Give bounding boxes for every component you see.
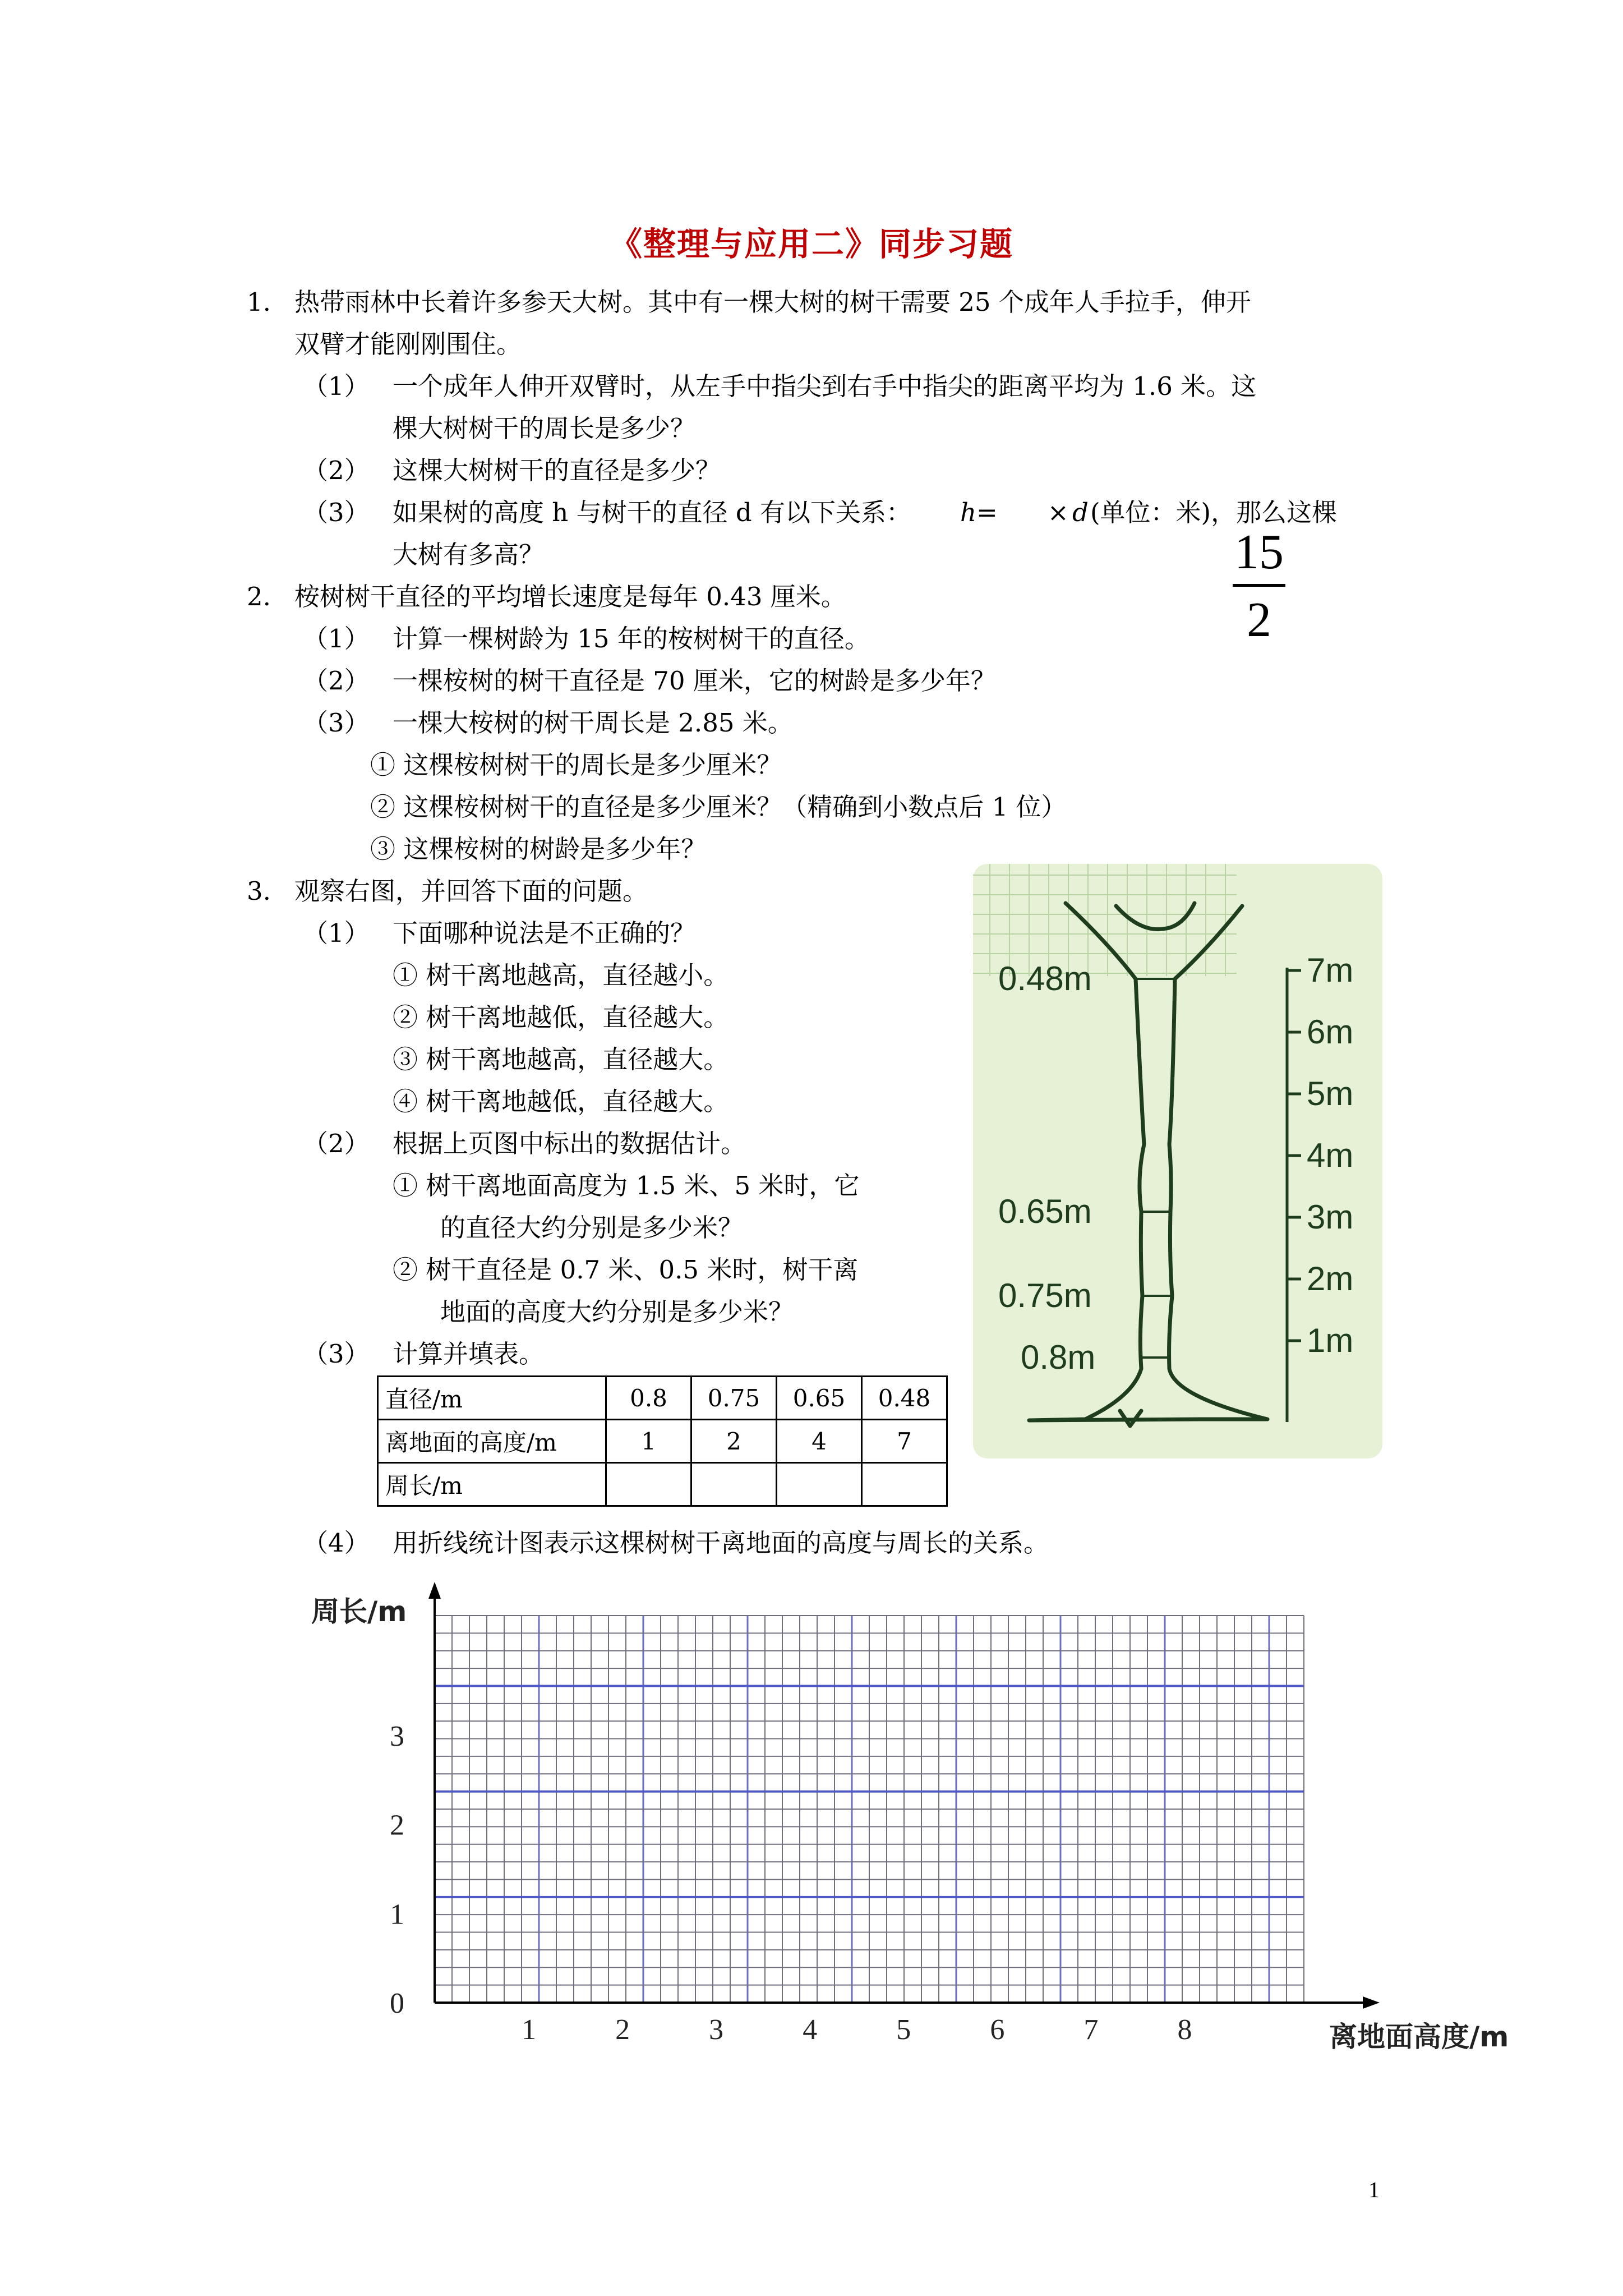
y-tick-label: 2 bbox=[390, 1809, 404, 1842]
q3-option-1: ① 树干离地越高，直径越小。 bbox=[393, 960, 729, 990]
table-cell: 0.75 bbox=[691, 1377, 777, 1420]
table-cell: 0.48 bbox=[862, 1377, 947, 1420]
table-cell: 4 bbox=[777, 1420, 862, 1463]
q3-estimate-1-line2: 的直径大约分别是多少米？ bbox=[440, 1213, 744, 1243]
q2-sub1-text: 计算一棵树龄为 15 年的桉树树干的直径。 bbox=[393, 624, 870, 654]
blank-line-chart bbox=[294, 1576, 1509, 2070]
scale-label: 5m bbox=[1307, 1075, 1354, 1112]
fraction-15-over-2 bbox=[1228, 524, 1290, 648]
q1-formula-d: d bbox=[1072, 498, 1089, 527]
table-cell-empty[interactable] bbox=[606, 1463, 691, 1506]
q3-estimate-1-line1: ① 树干离地面高度为 1.5 米、5 米时，它 bbox=[393, 1171, 860, 1200]
q2-sub2-number: （2） bbox=[303, 666, 370, 696]
x-tick-label: 8 bbox=[1177, 2014, 1192, 2046]
q3-option-2: ② 树干离地越低，直径越大。 bbox=[393, 1002, 729, 1032]
x-axis-arrow bbox=[1363, 1996, 1380, 2009]
q2-stem: 桉树树干直径的平均增长速度是每年 0.43 厘米。 bbox=[294, 582, 846, 611]
q2-item-3: ③ 这棵桉树的树龄是多少年？ bbox=[370, 834, 707, 864]
diameter-label: 0.75m bbox=[998, 1277, 1092, 1314]
scale-label: 7m bbox=[1307, 951, 1354, 989]
y-tick-label: 1 bbox=[390, 1898, 404, 1931]
q3-sub3-number: （3） bbox=[303, 1339, 370, 1369]
x-tick-label: 3 bbox=[709, 2014, 724, 2046]
q1-sub3-line1-pre: 如果树的高度 h 与树干的直径 d 有以下关系： bbox=[393, 498, 912, 527]
q1-sub3-line1-post: (单位：米)，那么这棵 bbox=[1090, 498, 1338, 527]
table-row bbox=[378, 1377, 947, 1420]
fraction-bar bbox=[1233, 584, 1285, 587]
x-axis-title: 离地面高度/m bbox=[1329, 2021, 1509, 2053]
scale-label: 4m bbox=[1307, 1137, 1354, 1174]
q2-sub3-text: 一棵大桉树的树干周长是 2.85 米。 bbox=[393, 708, 793, 738]
q1-sub1-line1: 一个成年人伸开双臂时，从左手中指尖到右手中指尖的距离平均为 1.6 米。这 bbox=[393, 371, 1257, 401]
scale-label: 2m bbox=[1307, 1260, 1354, 1297]
page-number: 1 bbox=[1368, 2177, 1380, 2202]
diameter-label: 0.65m bbox=[998, 1193, 1092, 1230]
q3-stem: 观察右图，并回答下面的问题。 bbox=[294, 876, 648, 906]
q1-formula-h: h= bbox=[960, 498, 998, 527]
x-tick-label: 1 bbox=[522, 2014, 537, 2046]
table-row bbox=[378, 1463, 947, 1506]
y-axis-arrow bbox=[428, 1582, 441, 1599]
fraction-numerator: 15 bbox=[1234, 525, 1284, 579]
q3-sub1-text: 下面哪种说法是不正确的？ bbox=[393, 918, 696, 948]
q2-item-1: ① 这棵桉树树干的周长是多少厘米？ bbox=[370, 750, 782, 780]
q3-option-3: ③ 树干离地越高，直径越大。 bbox=[393, 1045, 729, 1074]
table-cell-empty[interactable] bbox=[777, 1463, 862, 1506]
tree-drawing bbox=[973, 864, 1382, 1458]
y-tick-label: 0 bbox=[390, 1987, 404, 2019]
table-row-header: 周长/m bbox=[378, 1463, 606, 1506]
height-scale bbox=[1287, 968, 1301, 1422]
q2-sub1-number: （1） bbox=[303, 624, 370, 654]
fraction-denominator: 2 bbox=[1247, 593, 1271, 647]
table-cell: 0.65 bbox=[777, 1377, 862, 1420]
q3-sub2-number: （2） bbox=[303, 1129, 370, 1158]
q2-number: 2. bbox=[247, 582, 271, 611]
table-row-header: 直径/m bbox=[378, 1377, 606, 1420]
diameter-label: 0.48m bbox=[998, 960, 1092, 997]
x-tick-label: 4 bbox=[803, 2014, 818, 2046]
diameter-label: 0.8m bbox=[1021, 1338, 1096, 1376]
q3-sub3-text: 计算并填表。 bbox=[393, 1339, 545, 1369]
q3-number: 3. bbox=[247, 876, 271, 906]
q3-sub4-text: 用折线统计图表示这棵树树干离地面的高度与周长的关系。 bbox=[393, 1528, 1049, 1558]
table-cell: 2 bbox=[691, 1420, 777, 1463]
table-cell: 7 bbox=[862, 1420, 947, 1463]
q1-sub2-text: 这棵大树树干的直径是多少？ bbox=[393, 455, 721, 485]
q1-sub3-number: （3） bbox=[303, 498, 370, 527]
q3-sub1-number: （1） bbox=[303, 918, 370, 948]
q1-sub1-line2: 棵大树树干的周长是多少？ bbox=[393, 413, 696, 443]
q1-formula-times: × bbox=[1048, 498, 1069, 527]
table-row bbox=[378, 1420, 947, 1463]
tree-diagram bbox=[973, 864, 1382, 1458]
scale-label: 3m bbox=[1307, 1198, 1354, 1236]
y-tick-label: 3 bbox=[390, 1720, 404, 1752]
chart-labels bbox=[311, 1595, 1509, 2053]
q1-stem-line2: 双臂才能刚刚围住。 bbox=[294, 329, 522, 359]
table-cell: 0.8 bbox=[606, 1377, 691, 1420]
q2-item-2: ② 这棵桉树树干的直径是多少厘米？（精确到小数点后 1 位） bbox=[370, 792, 1067, 822]
q3-estimate-2-line1: ② 树干直径是 0.7 米、0.5 米时，树干离 bbox=[393, 1255, 859, 1285]
table-cell: 1 bbox=[606, 1420, 691, 1463]
q3-sub2-text: 根据上页图中标出的数据估计。 bbox=[393, 1129, 746, 1158]
q1-sub3-line2: 大树有多高？ bbox=[393, 540, 545, 569]
q3-estimate-2-line2: 地面的高度大约分别是多少米？ bbox=[440, 1297, 794, 1327]
q3-option-4: ④ 树干离地越低，直径越大。 bbox=[393, 1087, 729, 1116]
q1-sub1-number: （1） bbox=[303, 371, 370, 401]
q2-sub2-text: 一棵桉树的树干直径是 70 厘米，它的树龄是多少年？ bbox=[393, 666, 996, 696]
q1-stem-line1: 热带雨林中长着许多参天大树。其中有一棵大树的树干需要 25 个成年人手拉手，伸开 bbox=[294, 287, 1251, 317]
chart-svg[interactable] bbox=[294, 1576, 1509, 2070]
table-cell-empty[interactable] bbox=[691, 1463, 777, 1506]
x-tick-label: 5 bbox=[896, 2014, 911, 2046]
q3-sub4-number: （4） bbox=[303, 1528, 370, 1558]
table-row-header: 离地面的高度/m bbox=[378, 1420, 606, 1463]
q1-number: 1. bbox=[247, 287, 271, 317]
scale-label: 6m bbox=[1307, 1013, 1354, 1051]
q1-sub2-number: （2） bbox=[303, 455, 370, 485]
page-title: 《整理与应用二》同步习题 bbox=[609, 225, 1013, 263]
q2-sub3-number: （3） bbox=[303, 708, 370, 738]
table-cell-empty[interactable] bbox=[862, 1463, 947, 1506]
fill-in-table bbox=[377, 1375, 948, 1507]
x-tick-label: 2 bbox=[615, 2014, 630, 2046]
x-tick-label: 6 bbox=[990, 2014, 1005, 2046]
scale-label: 1m bbox=[1307, 1322, 1354, 1359]
y-axis-title: 周长/m bbox=[311, 1595, 407, 1628]
x-tick-label: 7 bbox=[1083, 2014, 1099, 2046]
chart-grid bbox=[435, 1616, 1304, 2003]
